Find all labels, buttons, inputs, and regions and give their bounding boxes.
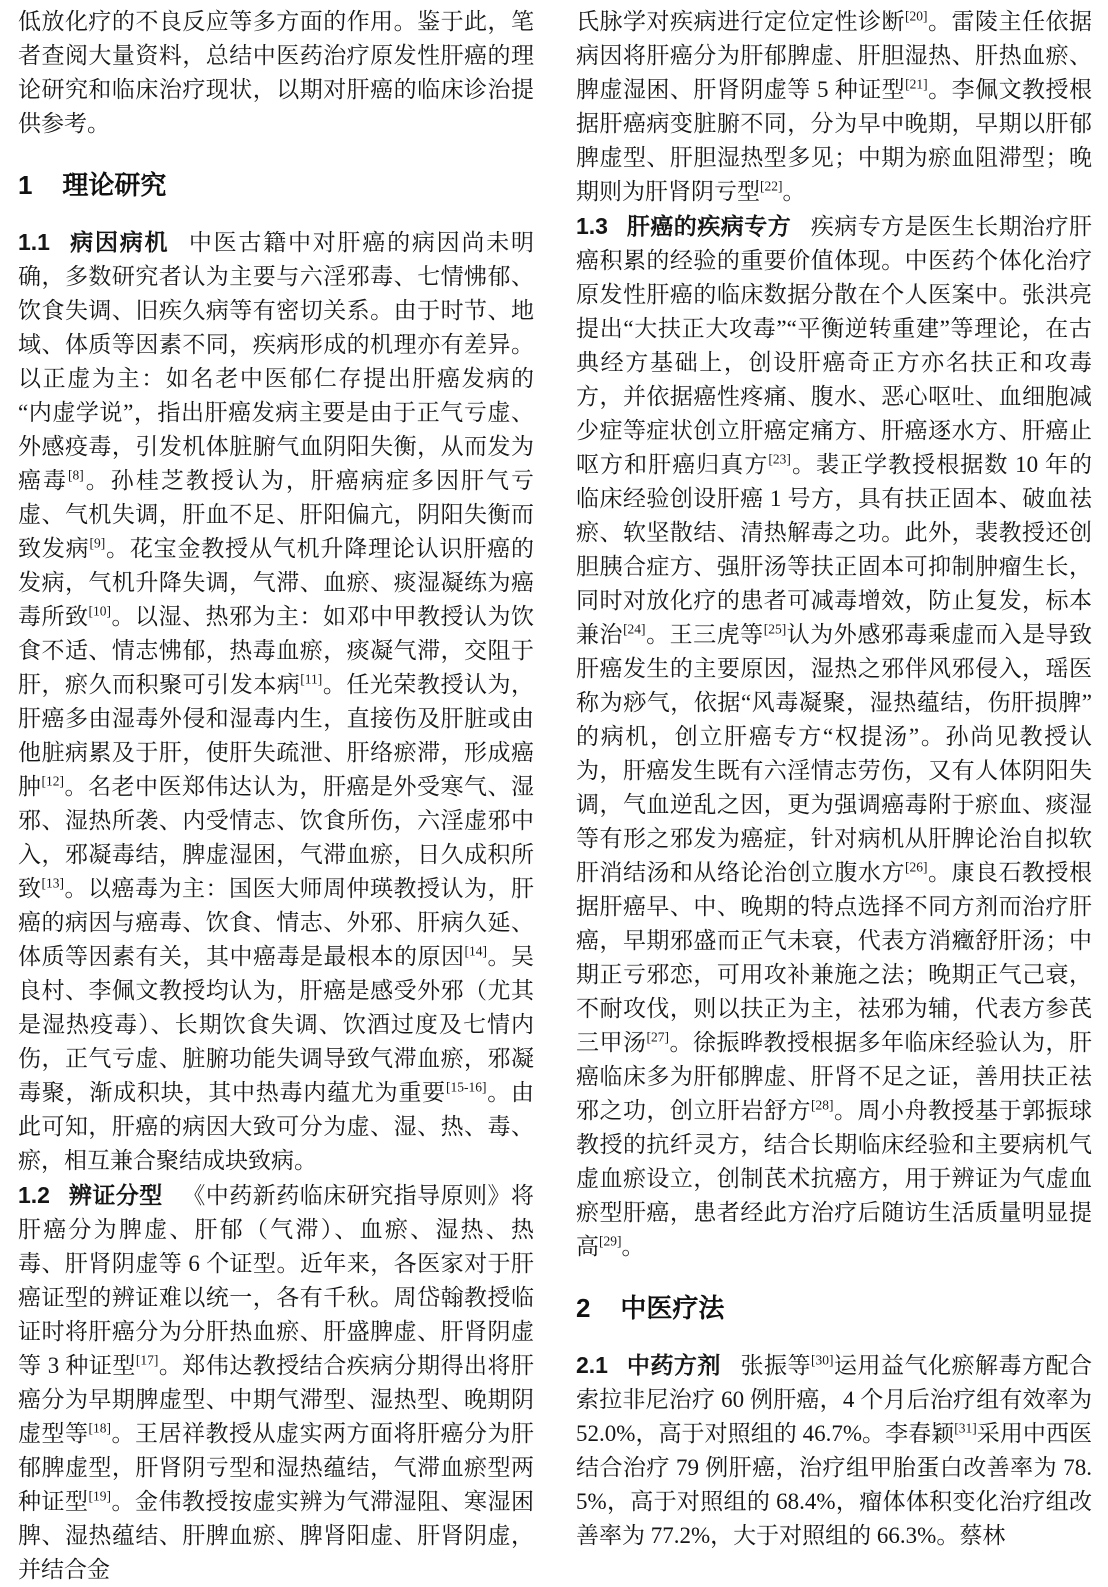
subsection-1-2-text: 《中药新药临床研究指导原则》将肝癌分为脾虚、肝郁（气滞）、血瘀、湿热、热毒、肝肾阴虚等 6 个证型。近年来，各医家对于肝癌证型的辨证难以统一，各有千秋。周岱翰教授临证时将肝癌分为分肝热血瘀、肝盛脾虚、肝肾阴虚等 3 种证型[17]。郑伟达教授结合疾病分期得出将肝癌分为早期脾虚型、中期气滞型、湿热型、晚期阴虚型等[18]。王居祥教授从虚实两方面将肝癌分为肝郁脾虚型，肝肾阴亏型和湿热蕴结，气滞血瘀型两种证型[19]。金伟教授按虚实辨为气滞湿阻、寒湿困脾、湿热蕴结、肝脾血瘀、脾肾阳虚、肝肾阴虚，并结合金 [18,1183,535,1582]
citation-ref: [14] [464,943,487,959]
subsection-1-2-title: 辨证分型 [68,1182,163,1208]
citation-ref: [8] [68,467,84,483]
section-2-number: 2 [576,1293,591,1323]
continuation-text: 氏脉学对疾病进行定位定性诊断[20]。雷陵主任依据病因将肝癌分为肝郁脾虚、肝胆湿热、肝热血瘀、脾虚湿困、肝肾阴虚等 5 种证型[21]。李佩文教授根据肝癌病变脏腑不同，分为早中晚期，早期以肝郁脾虚型、肝胆湿热型多见；中期为瘀血阻滞型；晚期则为肝肾阴亏型[22]。 [576,8,1093,204]
intro-text: 低放化疗的不良反应等多方面的作用。鉴于此，笔者查阅大量资料，总结中医药治疗原发性肝癌的理论研究和临床治疗现状，以期对肝癌的临床诊治提供参考。 [18,9,534,136]
citation-ref: [31] [954,1420,977,1436]
citation-ref: [15-16] [445,1079,487,1095]
subsection-1-1-title: 病因病机 [68,229,170,255]
citation-ref: [13] [41,875,64,891]
subsection-1-1-text: 中医古籍中对肝癌的病因尚未明确，多数研究者认为主要与六淫邪毒、七情怫郁、饮食失调、旧疾久病等有密切关系。由于时节、地域、体质等因素不同，疾病形成的机理亦有差异。以正虚为主：如名老中医郁仁存提出肝癌发病的“内虚学说”，指出肝癌发病主要是由于正气亏虚、外感疫毒，引发机体脏腑气血阴阳失衡，从而发为癌毒[8]。孙桂芝教授认为，肝癌病症多因肝气亏虚、气机失调，肝血不足、肝阳偏亢，阴阳失衡而致发病[9]。花宝金教授从气机升降理论认识肝癌的发病，气机升降失调，气滞、血瘀、痰湿凝练为癌毒所致[10]。以湿、热邪为主：如邓中甲教授认为饮食不适、情志怫郁，热毒血瘀，痰凝气滞，交阻于肝，瘀久而积聚可引发本病[11]。任光荣教授认为，肝癌多由湿毒外侵和湿毒内生，直接伤及肝脏或由他脏病累及于肝，使肝失疏泄、肝络瘀滞，形成癌肿[12]。名老中医郑伟达认为，肝癌是外受寒气、湿邪、湿热所袭、内受情志、饮食所伤，六淫虚邪中入，邪凝毒结，脾虚湿困，气滞血瘀，日久成积所致[13]。以癌毒为主：国医大师周仲瑛教授认为，肝癌的病因与癌毒、饮食、情志、外邪、肝病久延、体质等因素有关，其中癌毒是最根本的原因[14]。吴良村、李佩文教授均认为，肝癌是感受外邪（尤其是湿热疫毒）、长期饮食失调、饮酒过度及七情内伤，正气亏虚、脏腑功能失调导致气滞血瘀，邪凝毒聚，渐成积块，其中热毒内蕴尤为重要[15-16]。由此可知，肝癌的病因大致可分为虚、湿、热、毒、瘀，相互兼合聚结成块致病。 [18,230,535,1173]
subsection-1-3-number: 1.3 [576,213,608,239]
section-heading-2 [576,1290,1092,1326]
section-1-title: 理论研究 [62,170,167,200]
left-column [18,5,535,1582]
citation-ref: [27] [646,1029,669,1045]
citation-ref: [24] [623,621,646,637]
subsection-1-1-number: 1.1 [18,229,50,255]
citation-ref: [20] [905,8,928,24]
section-2-title: 中医疗法 [620,1293,725,1323]
citation-ref: [19] [88,1488,111,1504]
citation-ref: [17] [135,1352,159,1368]
citation-ref: [25] [763,621,787,637]
subsection-1-1-paragraph [18,225,534,1178]
intro-paragraph [18,5,534,141]
right-column [576,5,1092,1548]
subsection-1-3-text: 疾病专方是医生长期治疗肝癌积累的经验的重要价值体现。中医药个体化治疗原发性肝癌的临床数据分散在个人医案中。张洪亮提出“大扶正大攻毒”“平衡逆转重建”等理论，在古典经方基础上，创设肝癌奇正方亦名扶正和攻毒方，并依据癌性疼痛、腹水、恶心呕吐、血细胞减少症等症状创立肝癌定痛方、肝癌逐水方、肝癌止呕方和肝癌归真方[23]。裴正学教授根据数 10 年的临床经验创设肝癌 1 号方，具有扶正固本、破血祛瘀、软坚散结、清热解毒之功。此外，裴教授还创胆胰合症方、强肝汤等扶正固本可抑制肿瘤生长，同时对放化疗的患者可减毒增效，防止复发，标本兼治[24]。王三虎等[25]认为外感邪毒乘虚而入是导致肝癌发生的主要原因，湿热之邪伴风邪侵入，瑶医称为痧气，依据“风毒凝聚，湿热蕴结，伤肝损脾”的病机，创立肝癌专方“权提汤”。孙尚见教授认为，肝癌发生既有六淫情志劳伤，又有人体阴阳失调，气血逆乱之因，更为强调癌毒附于瘀血、痰湿等有形之邪发为癌症，针对病机从肝脾论治自拟软肝消结汤和从络论治创立腹水方[26]。康良石教授根据肝癌早、中、晚期的特点选择不同方剂而治疗肝癌，早期邪盛而正气未衰，代表方消癥舒肝汤；中期正亏邪恋，可用攻补兼施之法；晚期正气己衰，不耐攻伐，则以扶正为主，祛邪为辅，代表方参芪三甲汤[27]。徐振晔教授根据多年临床经验认为，肝癌临床多为肝郁脾虚、肝肾不足之证，善用扶正祛邪之功，创立肝岩舒方[28]。周小舟教授基于郭振球教授的抗纤灵方，结合长期临床经验和主要病机气虚血瘀设立，创制芪术抗癌方，用于辨证为气虚血瘀型肝癌，患者经此方治疗后随访生活质量明显提高[29]。 [576,214,1093,1259]
citation-ref: [18] [88,1420,111,1436]
subsection-1-3-title: 肝癌的疾病专方 [626,213,792,239]
section-1-number: 1 [18,170,33,200]
citation-ref: [22] [760,178,783,194]
citation-ref: [23] [768,451,791,467]
subsection-1-3-paragraph [576,209,1092,1264]
subsection-2-1-number: 2.1 [576,1352,608,1378]
citation-ref: [28] [811,1097,834,1113]
section-heading-1 [18,167,534,203]
subsection-2-1-paragraph [576,1348,1092,1553]
citation-ref: [9] [89,535,106,551]
continuation-paragraph [576,5,1092,209]
subsection-1-2-number: 1.2 [18,1182,50,1208]
citation-ref: [11] [300,671,323,687]
citation-ref: [10] [88,603,111,619]
subsection-2-1-text: 张振等[30]运用益气化瘀解毒方配合索拉非尼治疗 60 例肝癌，4 个月后治疗组有效率为 52.0%，高于对照组的 46.7%。李春颖[31]采用中西医结合治疗 79 例肝癌，治疗组甲胎蛋白改善率为 78.5%，高于对照组的 68.4%，瘤体体积变化治疗组改善率为 77.2%，大于对照组的 66.3%。蔡林 [576,1352,1093,1548]
citation-ref: [30] [810,1352,834,1368]
subsection-1-2-paragraph [18,1178,534,1587]
subsection-2-1-title: 中药方剂 [626,1352,721,1378]
citation-ref: [29] [599,1233,622,1249]
citation-ref: [12] [41,773,64,789]
citation-ref: [26] [905,859,928,875]
citation-ref: [21] [905,76,928,92]
